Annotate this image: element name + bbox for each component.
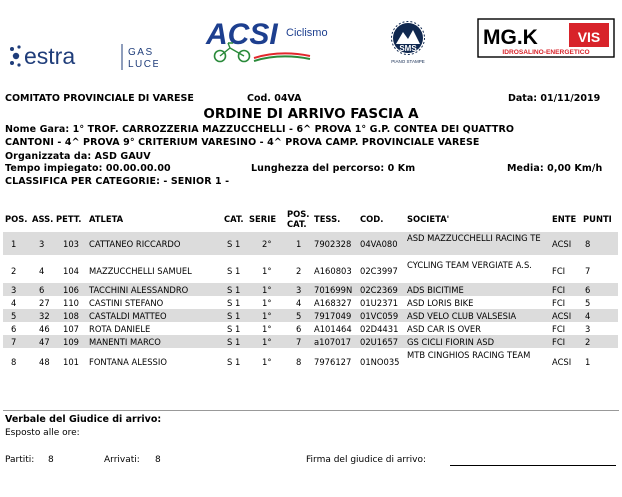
cell-societa: ASD VELO CLUB VALSESIA (407, 311, 517, 321)
cell-serie: 1° (262, 285, 272, 295)
col-ente: ENTE (552, 214, 577, 224)
cell-tess: 7902328 (314, 239, 352, 249)
cell-cod: 02U1657 (360, 337, 399, 347)
cell-ente: FCI (552, 285, 566, 295)
cell-serie: 1° (262, 324, 272, 334)
cell-atleta: CASTINI STEFANO (89, 298, 164, 308)
col-tess: TESS. (314, 214, 341, 224)
cell-cod: 04VA080 (360, 239, 398, 249)
cell-cod: 02C2369 (360, 285, 398, 295)
cell-ass: 48 (39, 357, 50, 367)
cell-cod: 01VC059 (360, 311, 399, 321)
category-label: CLASSIFICA PER CATEGORIE: - SENIOR 1 - (5, 176, 230, 187)
average-speed: Media: 0,00 Km/h (507, 163, 603, 174)
cell-ass: 27 (39, 298, 50, 308)
committee-code: Cod. 04VA (247, 93, 302, 104)
cell-cat: S 1 (227, 298, 241, 308)
cell-ass: 4 (39, 266, 45, 276)
cell-serie: 2° (262, 239, 272, 249)
cell-cod: 01U2371 (360, 298, 399, 308)
col-pos: POS. (5, 214, 28, 224)
svg-text:GAS: GAS (128, 47, 154, 58)
cell-poscat: 8 (296, 357, 302, 367)
cell-pett: 104 (63, 266, 79, 276)
cell-societa: ASD CAR IS OVER (407, 324, 481, 334)
cell-tess: a107017 (314, 337, 352, 347)
col-poscat-2: CAT. (287, 219, 307, 229)
document-title: ORDINE DI ARRIVO FASCIA A (203, 106, 419, 122)
cell-societa: ADS BICITIME (407, 285, 464, 295)
arrivati-value: 8 (155, 455, 161, 465)
cell-tess: A101464 (314, 324, 352, 334)
cell-poscat: 2 (296, 266, 302, 276)
cell-ass: 46 (39, 324, 50, 334)
sms-logo (388, 18, 428, 66)
svg-text:ACSI: ACSI (206, 18, 278, 51)
cell-atleta: CASTALDI MATTEO (89, 311, 167, 321)
partiti-value: 8 (48, 455, 54, 465)
col-atleta: ATLETA (89, 214, 124, 224)
cell-tess: A160803 (314, 266, 352, 276)
svg-text:VIS: VIS (577, 29, 601, 45)
cell-serie: 1° (262, 298, 272, 308)
cell-poscat: 4 (296, 298, 302, 308)
cell-ente: FCI (552, 324, 566, 334)
cell-ente: FCI (552, 266, 566, 276)
cell-tess: A168327 (314, 298, 352, 308)
elapsed-time: Tempo impiegato: 00.00.00.00 (5, 163, 171, 174)
cell-pos: 5 (11, 311, 17, 321)
cell-tess: 7976127 (314, 357, 352, 367)
cell-pos: 4 (11, 298, 17, 308)
cell-societa: ASD MAZZUCCHELLI RACING TE (407, 233, 541, 243)
cell-cod: 02D4431 (360, 324, 399, 334)
cell-cat: S 1 (227, 357, 241, 367)
cell-pett: 106 (63, 285, 79, 295)
course-length: Lunghezza del percorso: 0 Km (251, 163, 416, 174)
cell-punti: 4 (585, 311, 591, 321)
cell-tess: 701699N (314, 285, 353, 295)
committee-name: COMITATO PROVINCIALE DI VARESE (5, 93, 194, 104)
cell-cod: 02C3997 (360, 266, 398, 276)
svg-text:SMS: SMS (399, 44, 417, 53)
cell-serie: 1° (262, 357, 272, 367)
cell-ass: 3 (39, 239, 45, 249)
cell-pett: 101 (63, 357, 79, 367)
cell-atleta: ROTA DANIELE (89, 324, 151, 334)
cell-pos: 2 (11, 266, 17, 276)
cell-ass: 32 (39, 311, 50, 321)
cell-pett: 108 (63, 311, 79, 321)
cell-atleta: TACCHINI ALESSANDRO (89, 285, 189, 295)
cell-punti: 3 (585, 324, 591, 334)
col-serie: SERIE (249, 214, 277, 224)
cell-ente: FCI (552, 298, 566, 308)
cell-cat: S 1 (227, 311, 241, 321)
verbale-label: Verbale del Giudice di arrivo: (5, 414, 162, 425)
cell-punti: 1 (585, 357, 591, 367)
svg-text:LUCE: LUCE (128, 59, 158, 70)
cell-cat: S 1 (227, 285, 241, 295)
cell-atleta: FONTANA ALESSIO (89, 357, 167, 367)
svg-text:Ciclismo: Ciclismo (286, 27, 328, 39)
cell-poscat: 6 (296, 324, 302, 334)
cell-cat: S 1 (227, 337, 241, 347)
cell-pett: 110 (63, 298, 79, 308)
svg-text:IDROSALINO-ENERGETICO: IDROSALINO-ENERGETICO (502, 49, 590, 56)
cell-ass: 47 (39, 337, 50, 347)
cell-societa: ASD LORIS BIKE (407, 298, 474, 308)
cell-pett: 109 (63, 337, 79, 347)
cell-atleta: MAZZUCCHELLI SAMUEL (89, 266, 192, 276)
esposto-label: Esposto alle ore: (5, 428, 80, 438)
col-ass: ASS. (32, 214, 54, 224)
col-punti: PUNTI (583, 214, 612, 224)
judge-signature-label: Firma del giudice di arrivo: (306, 455, 426, 465)
partiti-label: Partiti: (5, 455, 35, 465)
cell-ente: ACSI (552, 357, 572, 367)
cell-cat: S 1 (227, 266, 241, 276)
cell-cat: S 1 (227, 239, 241, 249)
cell-pett: 107 (63, 324, 79, 334)
cell-ente: ACSI (552, 311, 572, 321)
col-societa: SOCIETA' (407, 214, 450, 224)
col-cat: CAT. (224, 214, 244, 224)
arrivati-label: Arrivati: (104, 455, 140, 465)
estra-logo (8, 36, 158, 76)
cell-punti: 7 (585, 266, 591, 276)
footer-divider (3, 410, 619, 411)
svg-text:MG.K: MG.K (483, 26, 538, 49)
cell-ass: 6 (39, 285, 45, 295)
cell-pett: 103 (63, 239, 79, 249)
mgk-vis-logo (477, 18, 615, 58)
cell-poscat: 3 (296, 285, 302, 295)
cell-societa: CYCLING TEAM VERGIATE A.S. (407, 260, 532, 270)
cell-pos: 7 (11, 337, 17, 347)
col-pett: PETT. (56, 214, 82, 224)
cell-societa: GS CICLI FIORIN ASD (407, 337, 495, 347)
signature-line (450, 465, 616, 466)
cell-pos: 6 (11, 324, 17, 334)
cell-ente: FCI (552, 337, 566, 347)
cell-punti: 5 (585, 298, 591, 308)
cell-poscat: 7 (296, 337, 302, 347)
cell-serie: 1° (262, 266, 272, 276)
cell-atleta: CATTANEO RICCARDO (89, 239, 181, 249)
col-poscat-1: POS. (287, 209, 310, 219)
col-cod: COD. (360, 214, 384, 224)
estra-wordmark: estra (24, 43, 76, 69)
cell-poscat: 5 (296, 311, 302, 321)
cell-punti: 8 (585, 239, 591, 249)
svg-text:PIANO STAMPE: PIANO STAMPE (391, 59, 425, 64)
document-date: Data: 01/11/2019 (508, 93, 601, 104)
cell-atleta: MANENTI MARCO (89, 337, 161, 347)
cell-cat: S 1 (227, 324, 241, 334)
organizer: Organizzata da: ASD GAUV (5, 151, 151, 162)
cell-ente: ACSI (552, 239, 572, 249)
cell-poscat: 1 (296, 239, 302, 249)
acsi-ciclismo-logo (200, 12, 350, 64)
cell-serie: 1° (262, 311, 272, 321)
cell-pos: 1 (11, 239, 17, 249)
cell-pos: 8 (11, 357, 17, 367)
cell-pos: 3 (11, 285, 17, 295)
cell-societa: MTB CINGHIOS RACING TEAM (407, 350, 531, 360)
cell-cod: 01NO035 (360, 357, 400, 367)
cell-tess: 7917049 (314, 311, 352, 321)
race-name-line2: CANTONI - 4^ PROVA 9° CRITERIUM VARESINO - 4^ PROVA CAMP. PROVINCIALE VARESE (5, 137, 480, 148)
cell-serie: 1° (262, 337, 272, 347)
cell-punti: 6 (585, 285, 591, 295)
race-name-line1: Nome Gara: 1° TROF. CARROZZERIA MAZZUCCHELLI - 6^ PROVA 1° G.P. CONTEA DEI QUATTRO (5, 124, 515, 135)
cell-punti: 2 (585, 337, 591, 347)
